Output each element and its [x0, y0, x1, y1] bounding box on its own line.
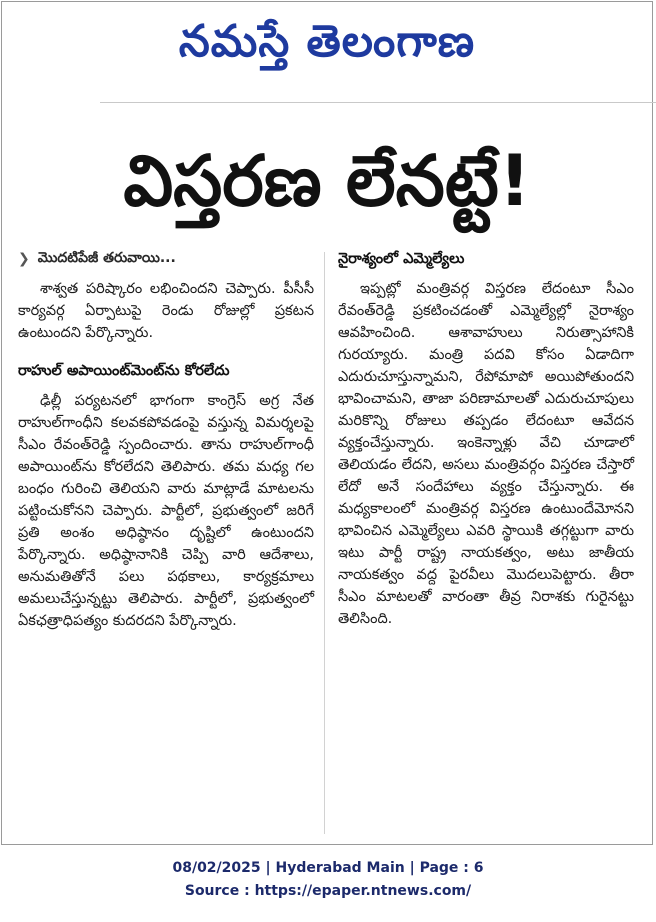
left-paragraph-2: ఢిల్లీ పర్యటనలో భాగంగా కాంగ్రెస్ అగ్ర నేత రాహుల్‌గాంధీని కలవకపోవడంపై వస్తున్న విమర్శలపై సీఎం రేవంత్‌రెడ్డి స్పందించారు. తాను రాహుల్‌గాంధీ అపాయింట్‌ను కోరలేదని తెలిపారు. తమ మధ్య గల బంధం గురించి తెలియని వారు మాట్లాడే మాటలను పట్టించుకోనని చెప్పారు. పార్టీలో, ప్రభుత్వంలో జరిగే ప్రతి అంశం అధిష్ఠానం దృష్టిలో ఉంటుందని పేర్కొన్నారు. అధిష్ఠానానికి చెప్పి వారి ఆదేశాలు, అనుమతితోనే పలు పథకాలు, కార్యక్రమాలు అమలుచేస్తున్నట్టు తెలిపారు. పార్టీలో, ప్రభుత్వంలో ఏకఛత్రాధిపత్యం కుదరదని పేర్కొన్నారు.	[18, 393, 314, 629]
left-column	[18, 246, 314, 646]
continued-text: మొదటిపేజీ తరువాయి...	[37, 249, 176, 266]
newspaper-clipping	[1, 1, 653, 845]
left-paragraph-1: శాశ్వత పరిష్కారం లభించిందని చెప్పారు. పీసీసీ కార్యవర్గ ఏర్పాటుపై రెండు రోజుల్లో ప్రకటన ఉంటుందని పేర్కొన్నారు.	[18, 281, 314, 341]
chevron-right-icon: ❯	[18, 251, 30, 267]
headline: విస్తరణ లేనట్టే!	[123, 140, 531, 222]
right-paragraph-1: ఇప్పట్లో మంత్రివర్గ విస్తరణ లేదంటూ సీఎం రేవంత్‌రెడ్డి ప్రకటించడంతో ఎమ్మెల్యేల్లో నైరాశ్యం ఆవహించింది. ఆశావాహులు నిరుత్సాహానికి గురయ్యారు. మంత్రి పదవి కోసం ఏడాదిగా ఎదురుచూస్తున్నామని, రేపోమాపో అయిపోతుందని భావించామని, తాజా పరిణామాలతో ఎదురుచూపులు మరికొన్ని రోజులు తప్పడం లేదంటూ ఆవేదన వ్యక్తంచేస్తున్నారు. ఇంకెన్నాళ్లు వేచి చూడాలో తెలియడం లేదని, అసలు మంత్రివర్గం విస్తరణ చేస్తారో లేదో అనే సందేహాలు వ్యక్తం చేస్తున్నారు. ఈ మధ్యకాలంలో మంత్రివర్గ విస్తరణ ఉంటుందేమోనని భావించిన ఎమ్మెల్యేలు ఎవరి స్థాయికి తగ్గట్టుగా వారు ఇటు పార్టీ రాష్ట్ర నాయకత్వం, అటు జాతీయ నాయకత్వం వద్ద పైరవీలు మొదలుపెట్టారు. తీరా సీఎం మాటలతో వారంతా తీవ్ర నిరాశకు గురైనట్టు తెలిసింది.	[338, 281, 634, 627]
masthead-logo: నమస్తే తెలంగాణ	[178, 16, 476, 67]
masthead-rule	[100, 102, 656, 103]
footer-date-line: 08/02/2025 | Hyderabad Main | Page : 6	[172, 860, 484, 876]
right-column	[338, 246, 634, 644]
footer-source-line: Source : https://epaper.ntnews.com/	[184, 883, 472, 899]
right-subheading: నైరాశ్యంలో ఎమ్మెల్యేలు	[338, 251, 465, 267]
column-divider	[324, 252, 325, 834]
continued-from-label	[18, 246, 314, 272]
left-subheading: రాహుల్ అపాయింట్‌మెంట్‌ను కోరలేదు	[18, 363, 230, 379]
